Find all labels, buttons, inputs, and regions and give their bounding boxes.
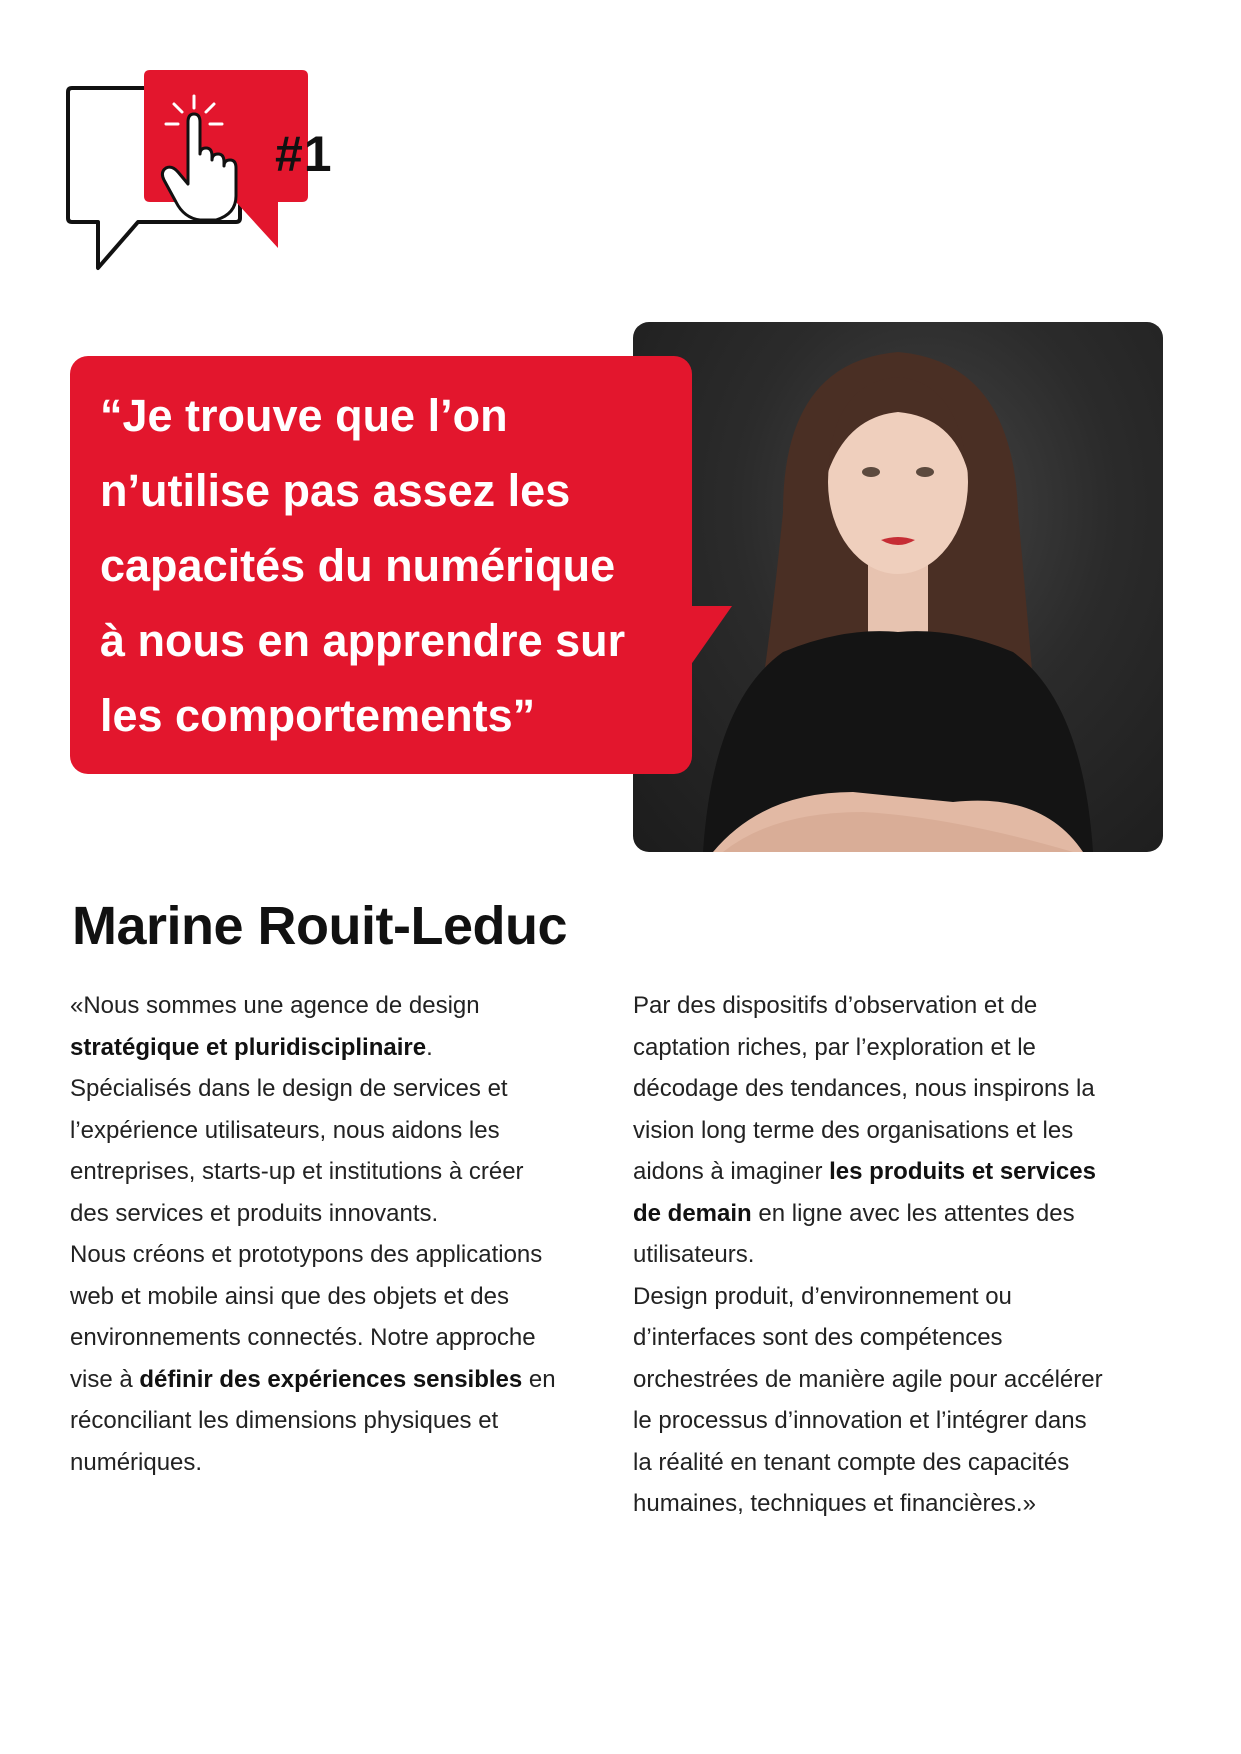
text-line (633, 1193, 1163, 1235)
text-line: Spécialisés dans le design de services et (70, 1075, 508, 1102)
text-line: entreprises, starts-up et institutions à créer (70, 1158, 524, 1185)
quote-text: “Je trouve que l’on n’utilise pas assez les capacités du numérique à nous en apprendre sur les comportements” (100, 390, 626, 741)
text-line: numériques. (70, 1448, 203, 1476)
text-line: des services et produits innovants. (70, 1199, 439, 1227)
text-fragment: . (426, 1033, 433, 1061)
bold-phrase: de demain (633, 1199, 752, 1227)
bold-phrase: définir des expériences sensibles (139, 1365, 523, 1393)
text-fragment: en (522, 1365, 556, 1393)
text-line: le processus d’innovation et l’intégrer dans (633, 1407, 1087, 1434)
text-line (70, 1027, 600, 1069)
quote-bubble-tail (690, 606, 732, 666)
portrait-photo (633, 322, 1163, 852)
text-line (70, 1359, 600, 1401)
text-line (633, 1151, 1163, 1193)
bold-phrase: stratégique et pluridisciplinaire (70, 1033, 427, 1061)
text-line: décodage des tendances, nous inspirons la (633, 1075, 1095, 1102)
portrait-illustration (633, 322, 1163, 852)
text-line: d’interfaces sont des compétences (633, 1324, 1003, 1351)
body-column-left (70, 985, 600, 1483)
text-fragment: vise à (70, 1365, 140, 1393)
text-line: l’expérience utilisateurs, nous aidons les (70, 1116, 500, 1144)
text-line: vision long terme des organisations et les (633, 1116, 1074, 1144)
text-line: humaines, techniques et financières.» (633, 1490, 1036, 1517)
text-line: réconciliant les dimensions physiques et (70, 1407, 499, 1434)
text-line: captation riches, par l’exploration et le (633, 1033, 1036, 1061)
issue-number: #1 (275, 126, 333, 182)
text-line: utilisateurs. (633, 1241, 755, 1268)
text-line: Nous créons et prototypons des applications (70, 1241, 543, 1268)
text-fragment: en ligne avec les attentes des (751, 1199, 1075, 1227)
person-name: Marine Rouit-Leduc (72, 896, 568, 956)
text-line: orchestrées de manière agile pour accélérer (633, 1365, 1103, 1393)
bold-phrase: les produits et services (829, 1158, 1096, 1185)
text-line: la réalité en tenant compte des capacités (633, 1448, 1070, 1476)
text-line: Par des dispositifs d’observation et de (633, 992, 1038, 1019)
text-line: Design produit, d’environnement ou (633, 1282, 1012, 1310)
text-line: web et mobile ainsi que des objets et des (70, 1282, 509, 1310)
quote-bubble (70, 356, 692, 774)
text-line: «Nous sommes une agence de design (70, 992, 480, 1019)
text-line: environnements connectés. Notre approche (70, 1324, 536, 1351)
body-column-right (633, 985, 1163, 1525)
text-fragment: aidons à imaginer (633, 1158, 830, 1185)
